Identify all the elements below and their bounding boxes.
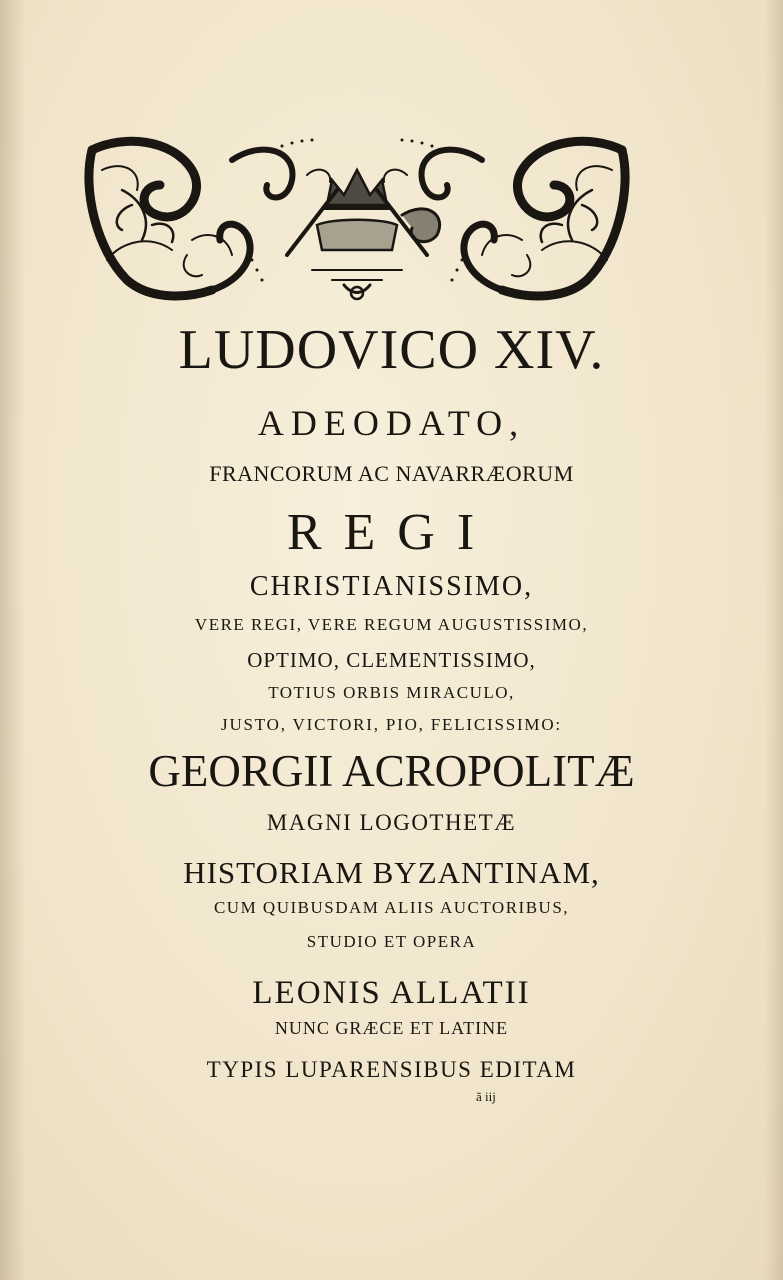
dedication-epithet-line: ADEODATO, — [257, 403, 526, 443]
dedication-name-line: LUDOVICO XIV. — [178, 319, 605, 381]
dedication-regi-line: REGI — [286, 504, 497, 561]
page-fold-shadow — [0, 0, 26, 1280]
work-subtitle-line: CUM QUIBUSDAM ALIIS AUCTORIBUS, — [213, 898, 570, 917]
printing-line: TYPIS LUPARENSIBUS EDITAM — [206, 1057, 577, 1082]
signature-mark: ã iij — [476, 1089, 496, 1104]
dedication-optimo-line: OPTIMO, CLEMENTISSIMO, — [247, 648, 536, 672]
language-line: NUNC GRÆCE ET LATINE — [274, 1018, 509, 1038]
dedication-christianissimo-line: CHRISTIANISSIMO, — [249, 571, 534, 602]
author-title-line: MAGNI LOGOTHETÆ — [266, 810, 517, 835]
headpiece-ornament-icon — [82, 130, 632, 308]
editor-intro-line: STUDIO ET OPERA — [306, 932, 477, 951]
dedication-vere-regi-line: VERE REGI, VERE REGUM AUGUSTISSIMO, — [194, 615, 589, 634]
author-name-line: GEORGII ACROPOLITÆ — [148, 746, 635, 796]
editor-name-line: LEONIS ALLATII — [252, 975, 531, 1011]
dedication-justo-line: JUSTO, VICTORI, PIO, FELICISSIMO: — [221, 715, 562, 734]
dedication-realm-line: FRANCORUM AC NAVARRÆORUM — [209, 461, 574, 486]
dedication-miraculo-line: TOTIUS ORBIS MIRACULO, — [268, 683, 515, 702]
work-title-line: HISTORIAM BYZANTINAM, — [183, 855, 600, 890]
page-edge-shadow — [765, 0, 783, 1280]
